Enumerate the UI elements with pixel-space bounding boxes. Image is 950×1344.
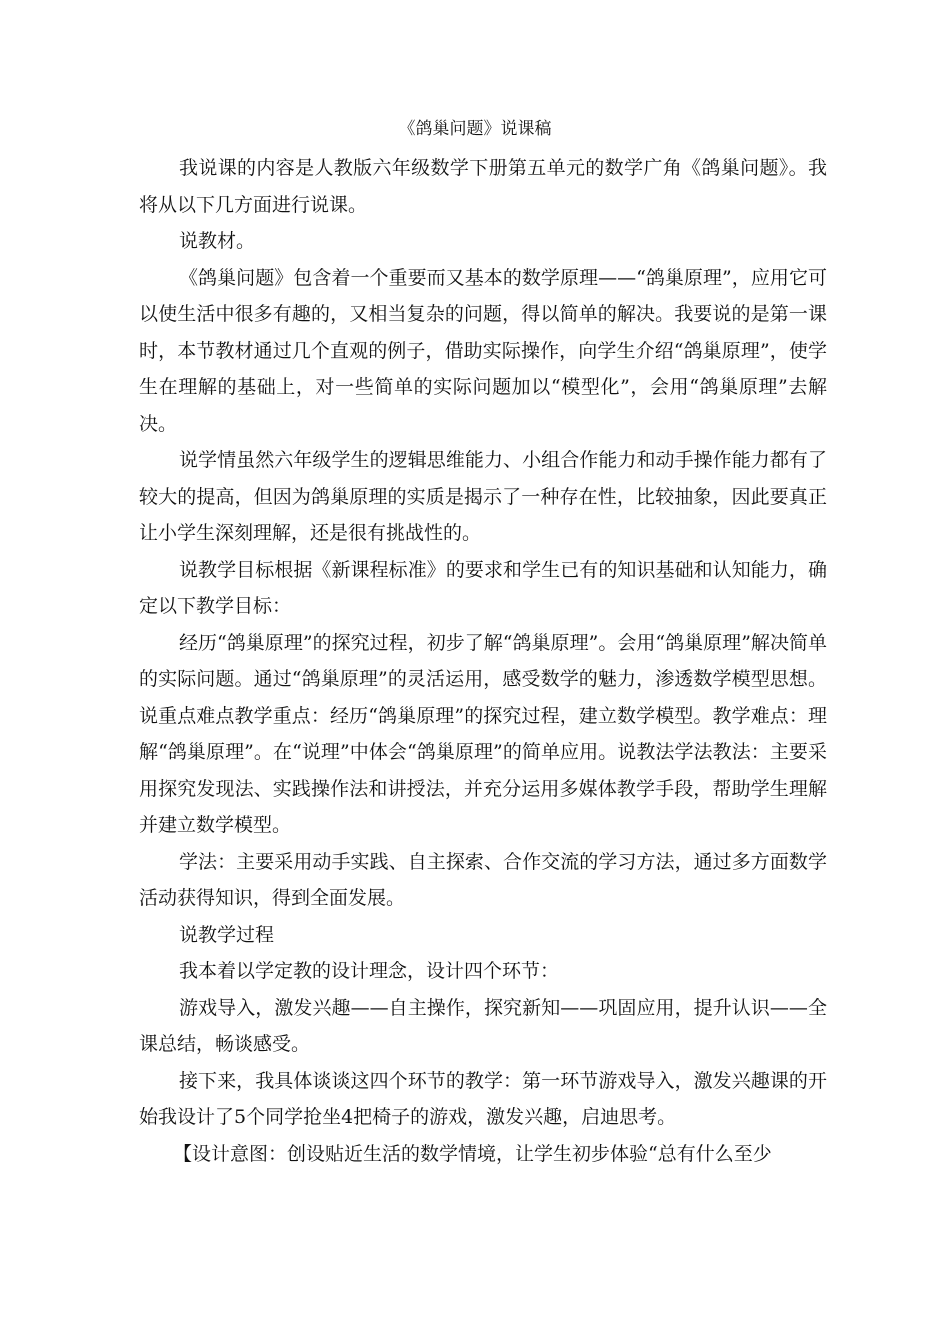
paragraph-goals-detail: 经历“鸽巢原理”的探究过程，初步了解“鸽巢原理”。会用“鸽巢原理”解决简单的实际问题。通过“鸽巢原理”的灵活运用，感受数学的魅力，渗透数学模型思想。说重点难点教学重点：经历“鸽巢原理”的探究过程，建立数学模型。教学难点：理解“鸽巢原理”。在“说理”中体会“鸽巢原理”的简单应用。说教法学法教法：主要采用探究发现法、实践操作法和讲授法，并充分运用多媒体教学手段，帮助学生理解并建立数学模型。 [139,631,827,836]
paragraph-design-intent: 【设计意图：创设贴近生活的数学情境，让学生初步体验“总有什么至少 [173,1142,772,1165]
paragraph-intro: 我说课的内容是人教版六年级数学下册第五单元的数学广角《鸽巢问题》。我将从以下几方面进行说课。 [139,157,827,216]
document-title: 《鸽巢问题》说课稿 [398,119,552,139]
paragraph-four-steps: 游戏导入，激发兴趣——自主操作，探究新知——巩固应用，提升认识——全课总结，畅谈感受。 [139,996,827,1055]
document-body [139,150,827,1172]
paragraph-textbook-heading: 说教材。 [179,230,256,252]
paragraph-learning-method: 学法：主要采用动手实践、自主探索、合作交流的学习方法，通过多方面数学活动获得知识，得到全面发展。 [139,850,827,909]
paragraph-first-step: 接下来，我具体谈谈这四个环节的教学：第一环节游戏导入，激发兴趣课的开始我设计了5个同学抢坐4把椅子的游戏，激发兴趣，启迪思考。 [139,1069,827,1128]
paragraph-student-situation: 说学情虽然六年级学生的逻辑思维能力、小组合作能力和动手操作能力都有了较大的提高，但因为鸽巢原理的实质是揭示了一种存在性，比较抽象，因此要真正让小学生深刻理解，还是很有挑战性的。 [139,449,827,544]
paragraph-process-heading: 说教学过程 [179,923,275,946]
paragraph-textbook: 《鸽巢问题》包含着一个重要而又基本的数学原理——“鸽巢原理”，应用它可以使生活中很多有趣的，又相当复杂的问题，得以简单的解决。我要说的是第一课时，本节教材通过几个直观的例子，借助实际操作，向学生介绍“鸽巢原理”，使学生在理解的基础上，对一些简单的实际问题加以“模型化”，会用“鸽巢原理”去解决。 [139,266,827,435]
paragraph-teaching-goals: 说教学目标根据《新课程标准》的要求和学生已有的知识基础和认知能力，确定以下教学目标： [139,558,827,617]
paragraph-design-concept: 我本着以学定教的设计理念，设计四个环节： [179,960,560,982]
